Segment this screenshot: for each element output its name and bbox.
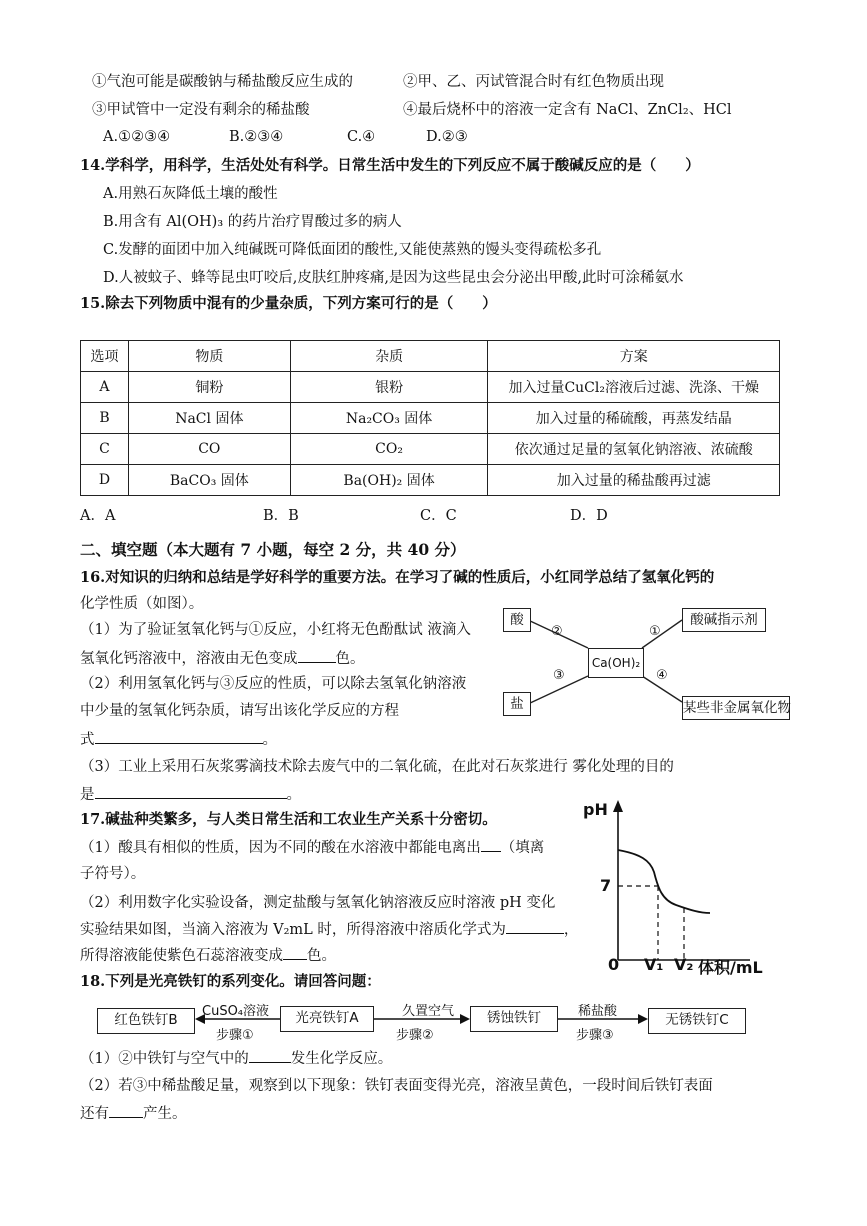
header-cell: 选项 [81,341,129,372]
q14-option-c: C.发酵的面团中加入纯碱既可降低面团的酸性,又能使蒸熟的馒头变得疏松多孔 [103,242,602,258]
q17-part-2-text: 实验结果如图，当滴入溶液为 V₂mL 时，所得溶液中溶质化学式为 [80,922,506,938]
table-cell: A [81,372,129,403]
q13-option-d: D.②③ [426,129,468,145]
q17-part-2-comma: ， [563,922,579,938]
header-cell: 物质 [128,341,290,372]
q13-option-b: B.②③④ [229,129,284,145]
q14-option-b: B.用含有 Al(OH)₃ 的药片治疗胃酸过多的病人 [103,214,402,230]
table-cell: CO₂ [290,434,488,465]
chart-origin-label: 0 [608,955,620,974]
q17-part-1-line-2: 子符号）。 [80,866,146,882]
q18-part-2-line-2 [80,1103,187,1124]
flow-box-rusted-nail: 锈蚀铁钉 [470,1006,558,1032]
q16-part-3-end: 。 [286,787,301,803]
q16-part-3-prefix: 是 [80,787,95,803]
q14-option-d: D.人被蚊子、蜂等昆虫叮咬后,皮肤红肿疼痛,是因为这些昆虫会分泌出甲酸,此时可涂稀氨水 [103,270,684,286]
table-cell: 加入过量的稀盐酸再过滤 [488,465,780,496]
q16-stem-line-2: 化学性质（如图）。 [80,596,204,612]
header-cell: 杂质 [290,341,488,372]
diagram-label-2: ② [551,624,563,639]
table-cell: B [81,403,129,434]
answer-blank[interactable] [249,1048,291,1063]
diagram-label-1: ① [649,624,661,639]
q17-part-1-text: （1）酸具有相似的性质，因为不同的酸在水溶液中都能电离出 [80,840,481,856]
diagram-label-4: ④ [656,668,668,683]
header-cell: 方案 [488,341,780,372]
step-1-label: 步骤① [216,1028,254,1043]
q13-statement-3: ③甲试管中一定没有剩余的稀盐酸 [92,102,310,118]
table-cell: 加入过量CuCl₂溶液后过滤、洗涤、干燥 [488,372,780,403]
section-2-heading: 二、填空题（本大题有 7 小题，每空 2 分，共 40 分） [80,540,466,559]
table-cell: 依次通过足量的氢氧化钠溶液、浓硫酸 [488,434,780,465]
chart-x-tick-v1: V₁ [644,955,664,974]
step-1-reagent: CuSO₄溶液 [202,1004,270,1019]
q13-statement-2: ②甲、乙、丙试管混合时有红色物质出现 [403,74,664,90]
q18-part-2-prefix: 还有 [80,1106,109,1122]
q15-option-d: D．D [570,508,608,524]
q16-part-1-text: 氢氧化钙溶液中，溶液由无色变成 [80,651,298,667]
q18-part-1 [80,1048,392,1069]
chart-y-label: pH [583,800,608,819]
step-2-condition: 久置空气 [402,1004,455,1019]
q18-part-2-line-1: （2）若③中稀盐酸足量，观察到以下现象：铁钉表面变得光亮，溶液呈黄色，一段时间后铁钉表面 [80,1078,713,1094]
step-3-label: 步骤③ [576,1028,614,1043]
q16-part-2-end: 。 [262,732,277,748]
table-cell: BaCO₃ 固体 [128,465,290,496]
q16-part-1-end: 色。 [335,651,365,667]
q18-part-2-end: 产生。 [143,1106,187,1122]
chart-x-label: 体积/mL [698,958,763,977]
flow-box-rust-free-nail: 无锈铁钉C [648,1008,746,1034]
q15-option-c: C．C [420,508,457,524]
q14-stem: 14.学科学，用科学，生活处处有科学。日常生活中发生的下列反应不属于酸碱反应的是（ ） [80,157,700,174]
arrow-head-step-2 [460,1014,470,1024]
q17-part-2-text-2: 所得溶液能使紫色石蕊溶液变成 [80,948,283,964]
q15-option-a: A．A [80,508,116,524]
q17-part-2-line-1: （2）利用数字化实验设备，测定盐酸与氢氧化钠溶液反应时溶液 pH 变化 [80,895,556,911]
flow-box-red-nail: 红色铁钉B [97,1008,195,1034]
answer-blank[interactable] [109,1103,143,1118]
diagram-box-calcium-hydroxide: Ca(OH)₂ [588,648,644,678]
diagram-label-3: ③ [553,668,565,683]
chart-y-tick-7: 7 [600,876,612,895]
q18-part-1-text: （1）②中铁钉与空气中的 [80,1051,249,1067]
q18-part-1-end: 发生化学反应。 [290,1051,393,1067]
q18-stem: 18.下列是光亮铁钉的系列变化。请回答问题： [80,973,381,990]
diagram-box-nonmetal-oxide: 某些非金属氧化物 [682,696,790,720]
table-cell: NaCl 固体 [128,403,290,434]
diagram-box-indicator: 酸碱指示剂 [682,608,766,632]
table-cell: Ba(OH)₂ 固体 [290,465,488,496]
q17-part-2-end: 色。 [307,948,336,964]
q15-option-b: B．B [263,508,299,524]
chart-x-tick-v2: V₂ [674,955,694,974]
step-2-label: 步骤② [396,1028,434,1043]
step-3-reagent: 稀盐酸 [578,1004,618,1019]
q13-statement-1: ①气泡可能是碳酸钠与稀盐酸反应生成的 [92,74,353,90]
q16-part-3-line-1: （3）工业上采用石灰浆雾滴技术除去废气中的二氧化硫，在此对石灰浆进行 雾化处理的目的 [80,759,674,775]
q16-part-2-line-2: 中少量的氢氧化钙杂质，请写出该化学反应的方程 [80,703,399,719]
table-cell: CO [128,434,290,465]
table-cell: 铜粉 [128,372,290,403]
arrow-head-step-3 [638,1014,648,1024]
flow-box-shiny-nail: 光亮铁钉A [280,1006,374,1032]
q17-part-1-tail: （填离 [500,840,545,856]
q14-option-a: A.用熟石灰降低土壤的酸性 [103,186,278,202]
q17-stem: 17.碱盐种类繁多，与人类日常生活和工农业生产关系十分密切。 [80,811,497,828]
q13-option-c: C.④ [347,129,376,145]
q16-part-2-line-1: （2）利用氢氧化钙与③反应的性质，可以除去氢氧化钠溶液 [80,676,467,692]
q16-part-2-prefix: 式 [80,732,95,748]
table-cell: 银粉 [290,372,488,403]
q13-statement-4: ④最后烧杯中的溶液一定含有 NaCl、ZnCl₂、HCl [403,102,732,118]
q13-option-a: A.①②③④ [103,129,171,145]
table-cell: C [81,434,129,465]
diagram-box-acid: 酸 [503,608,531,632]
table-cell: D [81,465,129,496]
table-cell: Na₂CO₃ 固体 [290,403,488,434]
q16-part-1-line-1: （1）为了验证氢氧化钙与①反应，小红将无色酚酞试 液滴入 [80,622,471,638]
q16-stem-line-1: 16.对知识的归纳和总结是学好科学的重要方法。在学习了碱的性质后，小红同学总结了氢氧化钙的 [80,569,715,586]
diagram-box-salt: 盐 [503,692,531,716]
table-cell: 加入过量的稀硫酸，再蒸发结晶 [488,403,780,434]
q15-stem: 15.除去下列物质中混有的少量杂质，下列方案可行的是（ ） [80,295,497,312]
